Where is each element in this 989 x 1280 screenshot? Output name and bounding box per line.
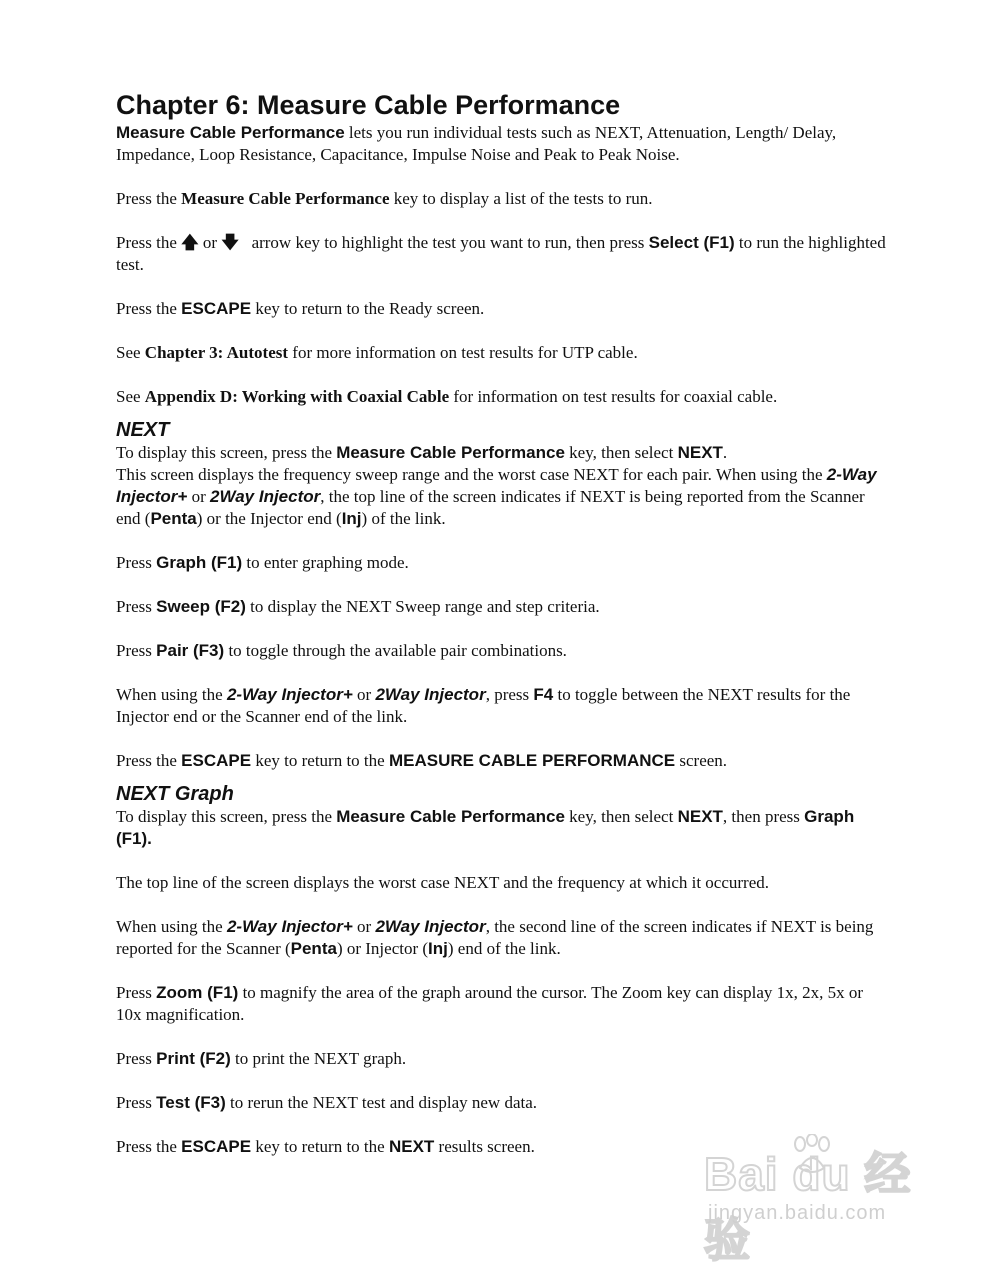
key-name: Inj (341, 509, 362, 528)
arrow-paragraph (116, 232, 886, 276)
text: To display this screen, press the (116, 443, 337, 462)
reference: Appendix D: Working with Coaxial Cable (144, 387, 450, 406)
text: key to return to the (251, 1137, 389, 1156)
text: to display the NEXT Sweep range and step criteria. (245, 597, 600, 616)
graph-p2 (116, 872, 886, 894)
next-p4 (116, 596, 886, 618)
text: Press (116, 641, 157, 660)
text: , then press (722, 807, 805, 826)
text: key to display a list of the tests to run. (389, 189, 653, 208)
text: , press (485, 685, 534, 704)
text: Press the (116, 751, 182, 770)
text: key, then select (564, 443, 678, 462)
watermark-logo-text: Bai du 经验 (704, 1148, 912, 1266)
key-name: ESCAPE (181, 751, 252, 770)
intro-paragraph (116, 122, 886, 166)
next-p1 (116, 442, 886, 464)
key-name: Zoom (F1) (156, 983, 239, 1002)
text: or (198, 233, 222, 252)
text: to toggle between the NEXT results for the Injector end or the Scanner end of the link. (116, 685, 851, 726)
key-name: ESCAPE (181, 299, 252, 318)
text: Press the (116, 1137, 182, 1156)
text: See (116, 387, 145, 406)
escape-paragraph (116, 298, 886, 320)
device-name: 2Way Injector (375, 685, 486, 704)
text: . (722, 443, 728, 462)
key-name: Measure Cable Performance (181, 189, 390, 208)
text: results screen. (434, 1137, 535, 1156)
key-name: Select (F1) (648, 233, 735, 252)
key-name: NEXT (677, 807, 723, 826)
intro-term: Measure Cable Performance (116, 123, 345, 142)
text: ) or the Injector end ( (196, 509, 342, 528)
text: , the second line of the screen indicates if NEXT is being reported for the Scanner ( (116, 917, 874, 958)
text: to print the NEXT graph. (230, 1049, 407, 1068)
next-p3 (116, 552, 886, 574)
key-name: Inj (428, 939, 448, 958)
chapter-title: Chapter 6: Measure Cable Performance (116, 90, 621, 120)
graph-p4 (116, 982, 886, 1026)
text: screen. (675, 751, 728, 770)
reference: Chapter 3: Autotest (144, 343, 289, 362)
text: When using the (116, 685, 227, 704)
next-p7 (116, 750, 886, 772)
baidu-watermark (696, 1130, 956, 1266)
text: Press the (116, 299, 182, 318)
up-arrow-icon: 🡅 (181, 233, 199, 253)
device-name: 2-Way Injector+ (226, 917, 353, 936)
text: to toggle through the available pair combinations. (224, 641, 567, 660)
watermark-url: jingyan.baidu.com (708, 1202, 887, 1224)
text: key to return to the (251, 751, 389, 770)
device-name: 2Way Injector (210, 487, 321, 506)
text: for information on test results for coaxial cable. (449, 387, 778, 406)
text: key to return to the Ready screen. (251, 299, 485, 318)
document-page (116, 88, 886, 1180)
see-appendix-paragraph (116, 386, 886, 408)
key-name: Test (F3) (156, 1093, 226, 1112)
text: arrow key to highlight the test you want to run, then press (238, 233, 649, 252)
graph-p1 (116, 806, 886, 850)
graph-p3 (116, 916, 886, 960)
key-name: Print (F2) (156, 1049, 231, 1068)
text: The top line of the screen displays the worst case NEXT and the frequency at which it occurred. (116, 873, 770, 892)
key-name: NEXT (677, 443, 723, 462)
key-name: MEASURE CABLE PERFORMANCE (388, 751, 676, 770)
key-name: Graph (F1). (116, 807, 855, 848)
paw-icon (792, 1134, 832, 1178)
key-name: Sweep (F2) (156, 597, 246, 616)
key-name: NEXT (388, 1137, 435, 1156)
text: or (352, 685, 376, 704)
next-graph-heading: NEXT Graph (116, 783, 234, 805)
text: This screen displays the frequency sweep range and the worst case NEXT for each pair. When using the (116, 465, 827, 484)
key-name: ESCAPE (181, 1137, 252, 1156)
text: Press (116, 553, 157, 572)
key-name: Measure Cable Performance (336, 807, 565, 826)
text: Press (116, 983, 157, 1002)
text: , the top line of the screen indicates if NEXT is being reported from the Scanner end ( (116, 487, 865, 528)
next-p5 (116, 640, 886, 662)
see-chapter3-paragraph (116, 342, 886, 364)
intro-text: lets you run individual tests such as NEXT, Attenuation, Length/ Delay, Impedance, Loop Resistance, Capacitance, Impulse Noise and Peak to Peak Noise. (116, 123, 837, 164)
text: ) or Injector ( (336, 939, 429, 958)
text: or (187, 487, 211, 506)
text: Press (116, 597, 157, 616)
next-p6 (116, 684, 886, 728)
next-heading: NEXT (116, 419, 170, 441)
text: When using the (116, 917, 227, 936)
key-name: Pair (F3) (156, 641, 225, 660)
key-name: Graph (F1) (156, 553, 243, 572)
key-name: Penta (290, 939, 337, 958)
press-key-paragraph (116, 188, 886, 210)
text: Press (116, 1049, 157, 1068)
device-name: 2-Way Injector+ (116, 465, 877, 506)
text: Press the (116, 189, 182, 208)
next-p2 (116, 464, 886, 530)
text: or (352, 917, 376, 936)
text: for more information on test results for UTP cable. (288, 343, 638, 362)
graph-p5 (116, 1048, 886, 1070)
text: to rerun the NEXT test and display new data. (225, 1093, 538, 1112)
text: Press the (116, 233, 182, 252)
text: To display this screen, press the (116, 807, 337, 826)
key-name: F4 (533, 685, 554, 704)
text: key, then select (564, 807, 678, 826)
device-name: 2Way Injector (375, 917, 486, 936)
key-name: Measure Cable Performance (336, 443, 565, 462)
device-name: 2-Way Injector+ (226, 685, 353, 704)
text: Press (116, 1093, 157, 1112)
text: to run the highlighted test. (116, 233, 886, 274)
down-arrow-icon: 🡇 (221, 233, 239, 253)
graph-p6 (116, 1092, 886, 1114)
text: ) end of the link. (447, 939, 561, 958)
text: to magnify the area of the graph around the cursor. The Zoom key can display 1x, 2x, 5x or 10x magnification. (116, 983, 864, 1024)
text: See (116, 343, 145, 362)
text: to enter graphing mode. (242, 553, 409, 572)
key-name: Penta (150, 509, 197, 528)
text: ) of the link. (361, 509, 446, 528)
